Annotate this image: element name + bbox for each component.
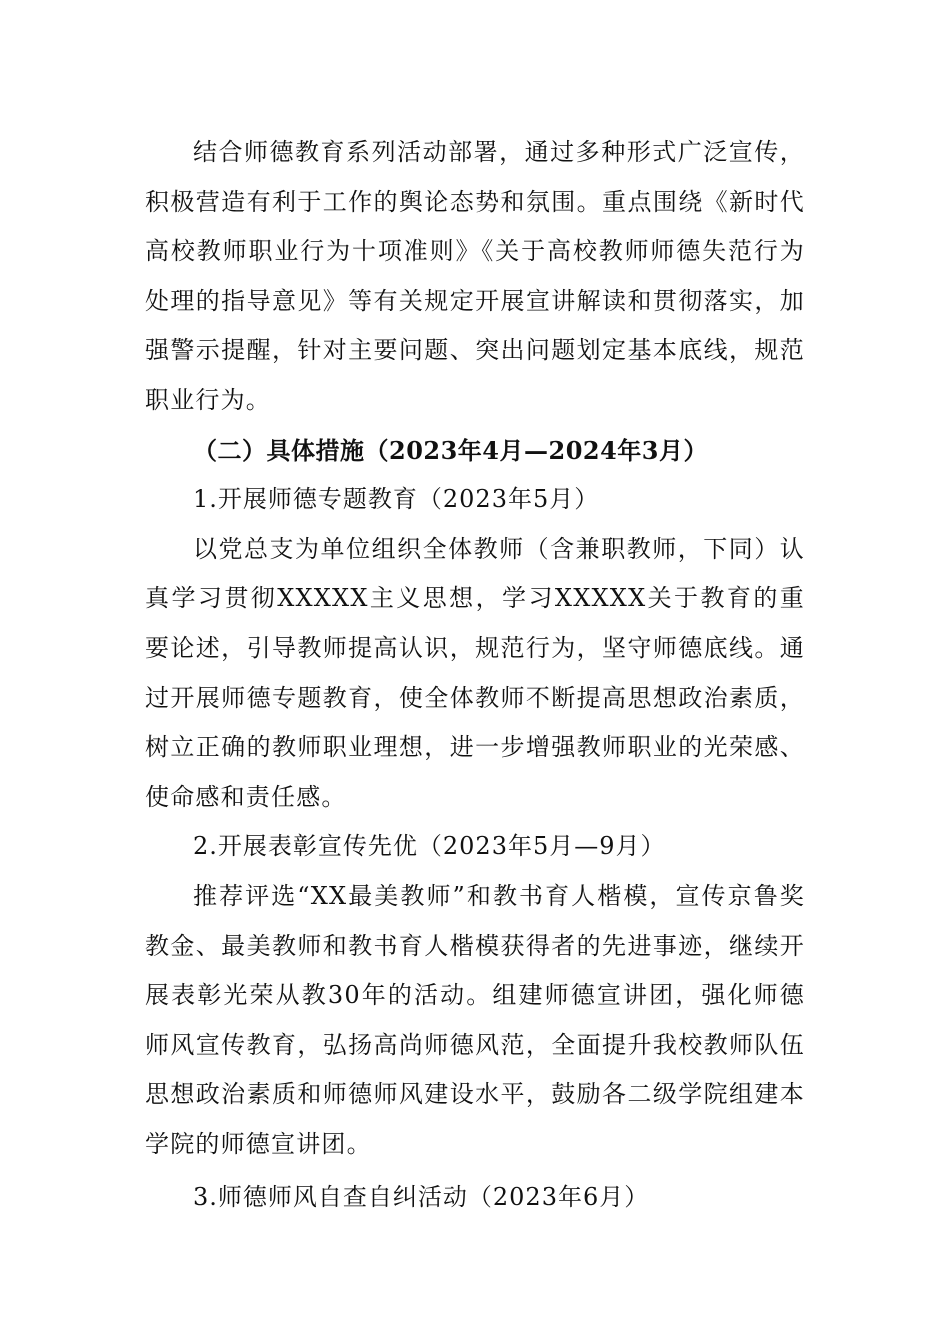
- section-heading: （二）具体措施（2023年4月—2024年3月）: [193, 435, 708, 465]
- document-body: [145, 128, 805, 1223]
- item-body-2: 推荐评选“XX最美教师”和教书育人楷模，宣传京鲁奖教金、最美教师和教书育人楷模获得者的先进事迹，继续开展表彰光荣从教30年的活动。组建师德宣讲团，强化师德师风宣传教育，弘扬高尚师德风范，全面提升我校教师队伍思想政治素质和师德师风建设水平，鼓励各二级学院组建本学院的师德宣讲团。: [145, 881, 805, 1158]
- item-title-3: 3.师德师风自查自纠活动（2023年6月）: [193, 1183, 650, 1212]
- item-title-1: 1.开展师德专题教育（2023年5月）: [193, 485, 600, 514]
- item-title-2: 2.开展表彰宣传先优（2023年5月—9月）: [193, 832, 666, 861]
- item-body-1: 以党总支为单位组织全体教师（含兼职教师，下同）认真学习贯彻XXXXX主义思想，学习XXXXX关于教育的重要论述，引导教师提高认识，规范行为，坚守师德底线。通过开展师德专题教育，使全体教师不断提高思想政治素质，树立正确的教师职业理想，进一步增强教师职业的光荣感、使命感和责任感。: [145, 534, 805, 811]
- intro-paragraph: 结合师德教育系列活动部署，通过多种形式广泛宣传，积极营造有利于工作的舆论态势和氛围。重点围绕《新时代高校教师职业行为十项准则》《关于高校教师师德失范行为处理的指导意见》等有关规定开展宣讲解读和贯彻落实，加强警示提醒，针对主要问题、突出问题划定基本底线，规范职业行为。: [145, 138, 805, 414]
